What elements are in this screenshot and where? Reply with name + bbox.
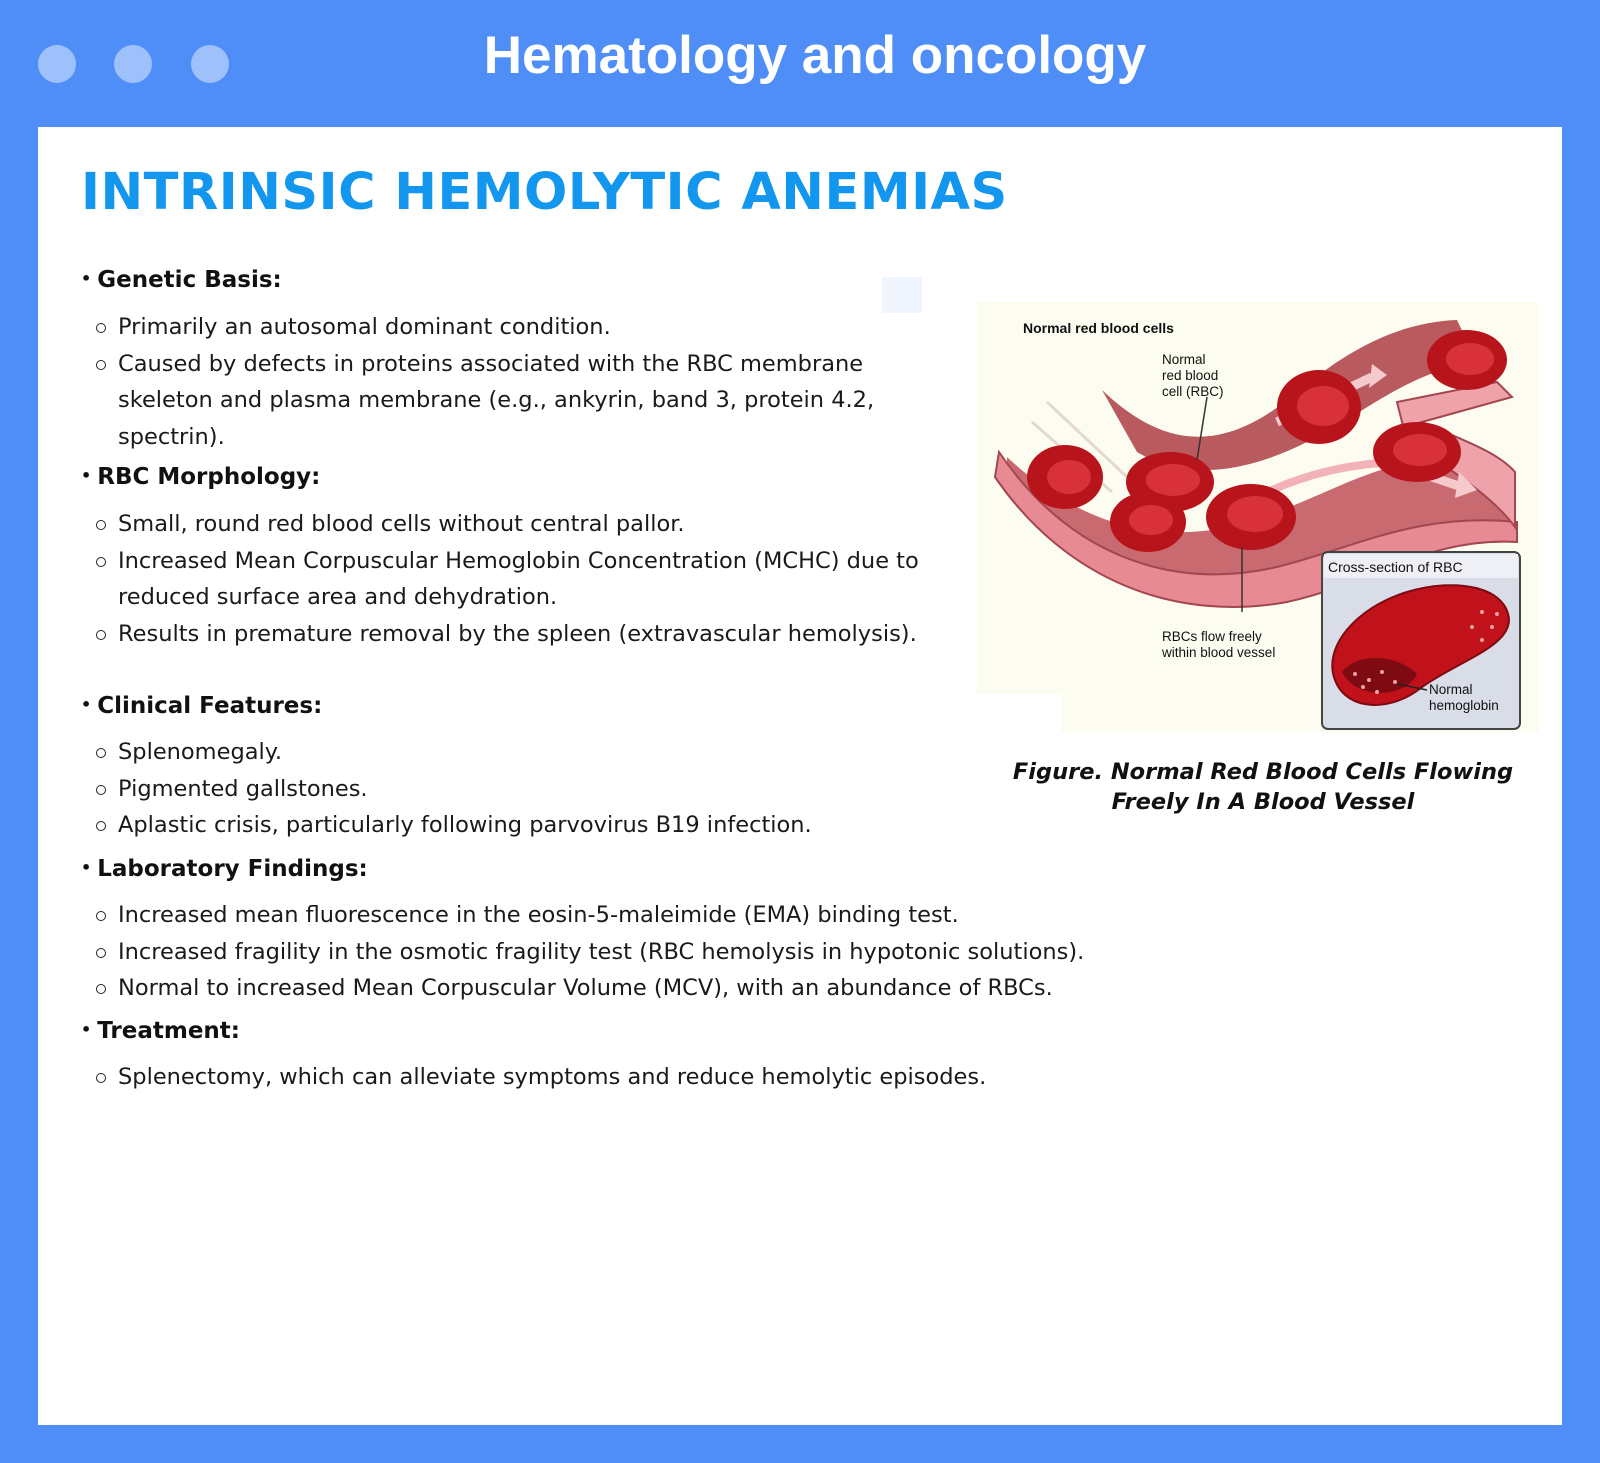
list-item: Small, round red blood cells without central pallor. bbox=[94, 506, 934, 543]
placeholder-box bbox=[882, 277, 922, 313]
flow-label: within blood vessel bbox=[1162, 645, 1276, 660]
section-heading: • Laboratory Findings: bbox=[81, 856, 368, 882]
list-item: Splenectomy, which can alleviate symptoms and reduce hemolytic episodes. bbox=[94, 1059, 1094, 1096]
section-heading: • Genetic Basis: bbox=[81, 267, 282, 293]
rbc-cell bbox=[1027, 445, 1103, 509]
list-item: Primarily an autosomal dominant condition. bbox=[94, 309, 884, 346]
list-item: Increased mean fluorescence in the eosin-5-maleimide (EMA) binding test. bbox=[94, 897, 1194, 934]
content-panel bbox=[38, 127, 1562, 1425]
figure-caption: Figure. Normal Red Blood Cells Flowing Freely In A Blood Vessel bbox=[1012, 759, 1514, 815]
rbc-label: cell (RBC) bbox=[1162, 384, 1224, 399]
list-item: Pigmented gallstones. bbox=[94, 771, 944, 808]
rbc-label: red blood bbox=[1162, 368, 1219, 383]
list-item: Aplastic crisis, particularly following parvovirus B19 infection. bbox=[94, 807, 944, 844]
rbc-label: Normal bbox=[1162, 352, 1206, 367]
section-heading: • Clinical Features: bbox=[81, 693, 323, 719]
title-bar bbox=[0, 0, 1600, 127]
inset-title: Cross-section of RBC bbox=[1328, 559, 1463, 575]
flow-label: RBCs flow freely bbox=[1162, 629, 1262, 644]
rbc-figure bbox=[977, 302, 1539, 732]
hemoglobin-label: hemoglobin bbox=[1429, 698, 1499, 713]
section-heading: • RBC Morphology: bbox=[81, 464, 321, 490]
section-list bbox=[94, 1059, 1094, 1096]
section-heading: • Treatment: bbox=[81, 1018, 240, 1044]
figure-title-label: Normal red blood cells bbox=[1023, 320, 1174, 336]
list-item: Increased Mean Corpuscular Hemoglobin Concentration (MCHC) due to reduced surface area and dehydration. bbox=[94, 543, 934, 616]
section-list bbox=[94, 734, 944, 844]
cross-section-inset bbox=[1322, 552, 1520, 729]
list-item: Increased fragility in the osmotic fragility test (RBC hemolysis in hypotonic solutions). bbox=[94, 934, 1194, 971]
section-list bbox=[94, 506, 934, 652]
section-list bbox=[94, 309, 884, 455]
page-title: INTRINSIC HEMOLYTIC ANEMIAS bbox=[81, 163, 1008, 222]
list-item: Splenomegaly. bbox=[94, 734, 944, 771]
section-list bbox=[94, 897, 1194, 1007]
list-item: Results in premature removal by the spleen (extravascular hemolysis). bbox=[94, 616, 934, 653]
list-item: Normal to increased Mean Corpuscular Volume (MCV), with an abundance of RBCs. bbox=[94, 970, 1194, 1007]
hemoglobin-label: Normal bbox=[1429, 682, 1473, 697]
list-item: Caused by defects in proteins associated with the RBC membrane skeleton and plasma membrane (e.g., ankyrin, band 3, protein 4.2, spectrin). bbox=[94, 346, 884, 456]
window-title: Hematology and oncology bbox=[483, 26, 1147, 85]
